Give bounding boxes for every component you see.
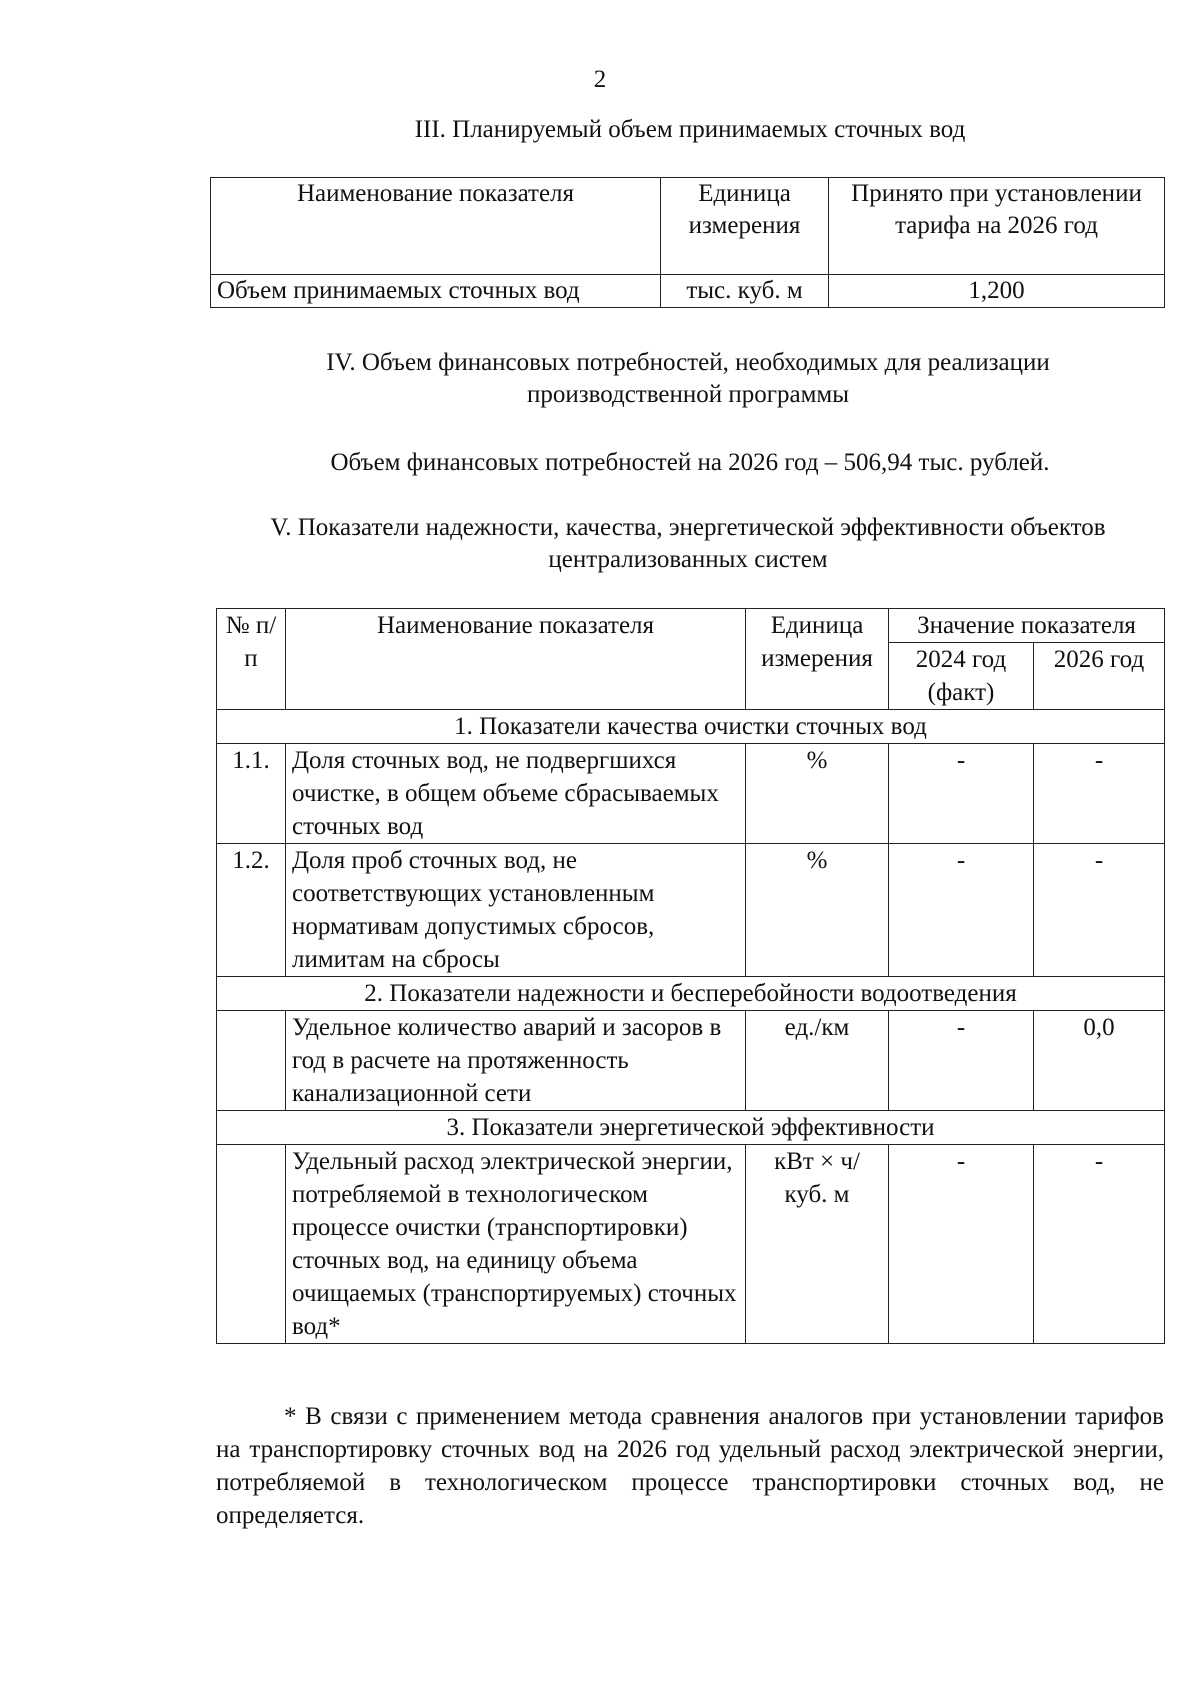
- header-unit: Единица измерения: [746, 609, 889, 710]
- row-name: Удельное количество аварий и засоров в год в расчете на протяженность канализационной сети: [286, 1011, 746, 1111]
- group-row: [217, 710, 1165, 744]
- indicators-table: [216, 608, 1165, 1344]
- group-row: [217, 977, 1165, 1011]
- section-4-title: IV. Объем финансовых потребностей, необходимых для реализации производственной программы: [326, 349, 1050, 408]
- row-value-2026: -: [1034, 844, 1165, 977]
- row-value-2024: -: [889, 1145, 1034, 1344]
- group-title: 2. Показатели надежности и бесперебойности водоотведения: [217, 977, 1165, 1011]
- table-row: [217, 1145, 1165, 1344]
- row-value-2026: 0,0: [1034, 1011, 1165, 1111]
- group-title: 3. Показатели энергетической эффективности: [217, 1111, 1165, 1145]
- row-num: [217, 1011, 286, 1111]
- financial-needs-text: Объем финансовых потребностей на 2026 год – 506,94 тыс. рублей.: [330, 449, 1050, 476]
- header-cell: Наименование показателя: [211, 178, 661, 275]
- table-row: [217, 844, 1165, 977]
- header-value-group: Значение показателя: [889, 609, 1165, 643]
- row-num: 1.2.: [217, 844, 286, 977]
- header-year-2026: 2026 год: [1034, 643, 1165, 710]
- footnote: * В связи с применением метода сравнения аналогов при установлении тарифов на транспортировку сточных вод на 2026 год удельный расход электрической энергии, потребляемой в технологическом процессе транспортировки сточных вод, не определяется.: [216, 1403, 1164, 1529]
- section-5-title: V. Показатели надежности, качества, энергетической эффективности объектов централизованных систем: [270, 514, 1106, 573]
- header-year-2024: 2024 год (факт): [889, 643, 1034, 710]
- row-name: Удельный расход электрической энергии, потребляемой в технологическом процессе очистки (транспортировки) сточных вод, на единицу объема очищаемых (транспортируемых) сточных вод*: [286, 1145, 746, 1344]
- row-value-2024: -: [889, 744, 1034, 844]
- table-header-row: [211, 178, 1165, 275]
- header-cell: Принято при установлении тарифа на 2026 год: [829, 178, 1165, 275]
- row-unit: кВт × ч/ куб. м: [746, 1145, 889, 1344]
- header-name: Наименование показателя: [286, 609, 746, 710]
- row-value-2024: -: [889, 1011, 1034, 1111]
- row-unit: ед./км: [746, 1011, 889, 1111]
- page-number: 2: [593, 66, 607, 93]
- row-unit: %: [746, 744, 889, 844]
- table-cell: 1,200: [829, 275, 1165, 308]
- table-row: [217, 1011, 1165, 1111]
- wastewater-volume-table: [210, 177, 1165, 308]
- section-3-title: III. Планируемый объем принимаемых сточных вод: [414, 116, 966, 143]
- row-unit: %: [746, 844, 889, 977]
- header-num: № п/п: [217, 609, 286, 710]
- table-header-row: [217, 609, 1165, 643]
- table-cell: тыс. куб. м: [661, 275, 829, 308]
- table-row: [211, 275, 1165, 308]
- row-value-2024: -: [889, 844, 1034, 977]
- table-cell: Объем принимаемых сточных вод: [211, 275, 661, 308]
- row-num: 1.1.: [217, 744, 286, 844]
- row-name: Доля сточных вод, не подвергшихся очистке, в общем объеме сбрасываемых сточных вод: [286, 744, 746, 844]
- table-row: [217, 744, 1165, 844]
- header-cell: Единица измерения: [661, 178, 829, 275]
- row-value-2026: -: [1034, 1145, 1165, 1344]
- group-title: 1. Показатели качества очистки сточных вод: [217, 710, 1165, 744]
- group-row: [217, 1111, 1165, 1145]
- row-name: Доля проб сточных вод, не соответствующих установленным нормативам допустимых сбросов, лимитам на сбросы: [286, 844, 746, 977]
- row-num: [217, 1145, 286, 1344]
- row-value-2026: -: [1034, 744, 1165, 844]
